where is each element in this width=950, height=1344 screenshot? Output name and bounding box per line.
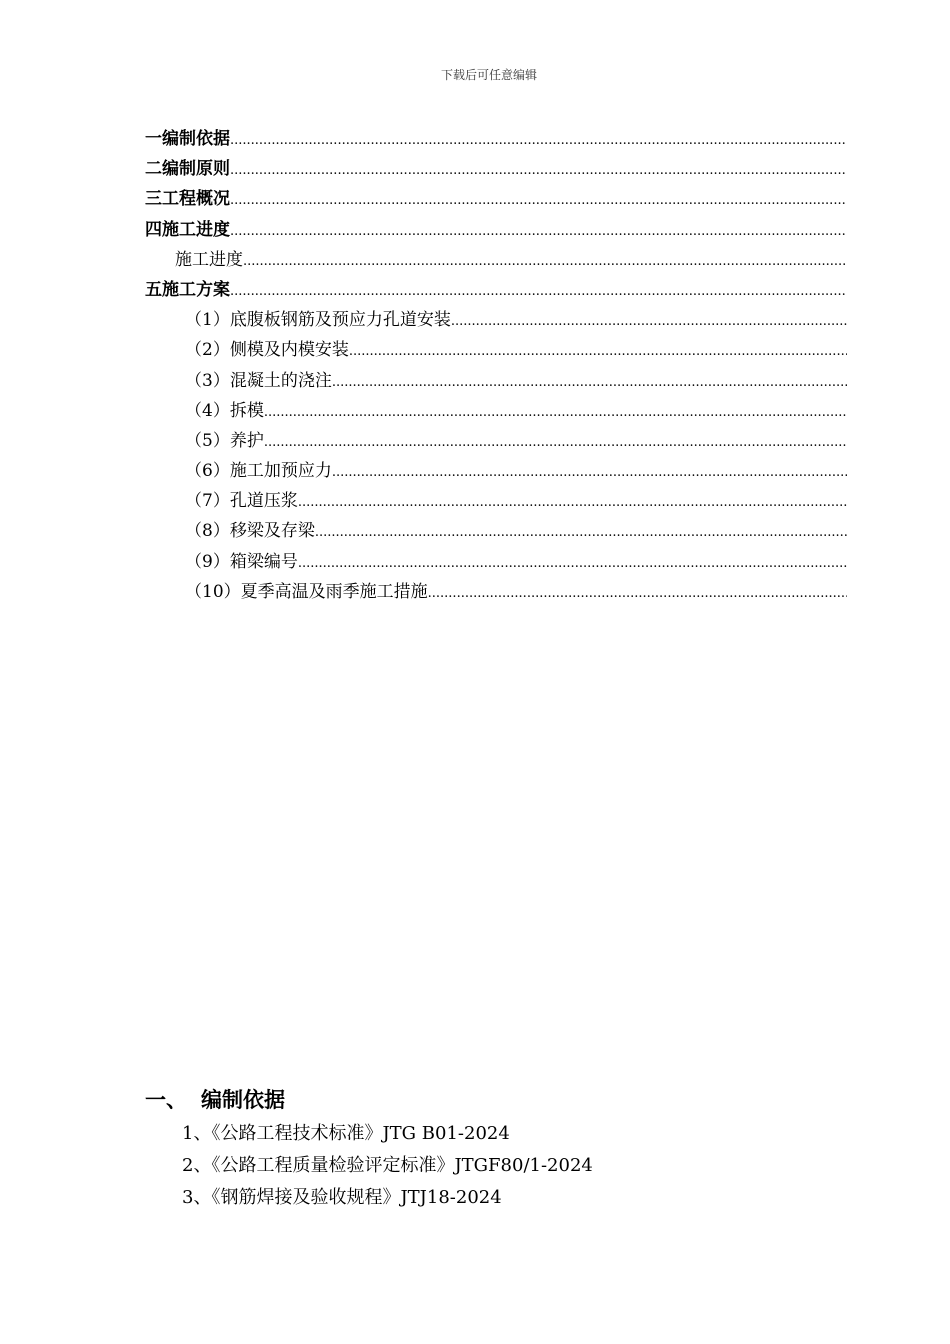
toc-leader-dots	[243, 247, 847, 275]
toc-entry-number: 三	[145, 189, 162, 210]
toc-subentry[interactable]	[145, 335, 847, 365]
toc-subentry[interactable]	[145, 516, 847, 546]
toc-entry-label: 工程概况	[162, 189, 230, 210]
toc-entry-number: 一	[145, 129, 162, 149]
toc-leader-dots	[349, 337, 847, 365]
toc-entry-label: 施工方案	[162, 279, 230, 300]
toc-leader-dots	[264, 398, 847, 426]
toc-leader-dots	[315, 518, 847, 546]
toc-leader-dots	[230, 277, 847, 305]
toc-entry[interactable]	[145, 124, 847, 154]
toc-entry-label: 编制原则	[162, 159, 230, 180]
section-number: 一、	[145, 1088, 187, 1112]
toc-subentry[interactable]	[145, 305, 847, 335]
toc-leader-dots	[230, 186, 847, 214]
toc-leader-dots	[332, 458, 847, 486]
list-item: 1、《公路工程技术标准》JTG B01-2024	[182, 1123, 510, 1144]
toc-leader-dots	[298, 488, 847, 516]
toc-subentry[interactable]	[145, 486, 847, 516]
toc-entry-number: 四	[145, 219, 162, 240]
table-of-contents	[145, 124, 847, 607]
list-item: 2、《公路工程质量检验评定标准》JTGF80/1-2024	[182, 1155, 593, 1176]
reference-list	[182, 1118, 842, 1214]
toc-leader-dots	[264, 428, 847, 456]
toc-subentry[interactable]	[145, 547, 847, 577]
toc-subentry[interactable]	[145, 396, 847, 426]
toc-entry-label: （1）底腹板钢筋及预应力孔道安装	[185, 310, 451, 331]
toc-entry-label: （5）养护	[185, 430, 264, 451]
toc-leader-dots	[298, 549, 847, 577]
page-header-note: 下载后可任意编辑	[440, 68, 537, 82]
toc-entry-number: 二	[145, 159, 162, 180]
toc-leader-dots	[428, 579, 847, 607]
toc-subentry[interactable]	[145, 456, 847, 486]
toc-subentry[interactable]	[145, 366, 847, 396]
toc-entry-label: （8）移梁及存梁	[185, 521, 315, 542]
toc-leader-dots	[230, 126, 847, 154]
list-item: 3、《钢筋焊接及验收规程》JTJ18-2024	[182, 1187, 502, 1208]
toc-entry-label: （4）拆模	[185, 400, 264, 421]
toc-entry[interactable]	[145, 215, 847, 245]
toc-entry-number: 五	[145, 279, 162, 300]
toc-leader-dots	[230, 156, 847, 184]
toc-entry-label: （9）箱梁编号	[185, 551, 298, 572]
toc-entry-label: （3）混凝土的浇注	[185, 370, 332, 391]
toc-entry[interactable]	[145, 154, 847, 184]
toc-leader-dots	[451, 307, 847, 335]
toc-entry-label: 编制依据	[162, 129, 230, 149]
toc-leader-dots	[230, 217, 847, 245]
toc-subentry[interactable]	[145, 426, 847, 456]
toc-subentry[interactable]	[145, 577, 847, 607]
section-title: 编制依据	[201, 1088, 285, 1112]
toc-subentry[interactable]	[145, 245, 847, 275]
toc-entry-label: （6）施工加预应力	[185, 461, 332, 482]
toc-entry-label: 施工进度	[162, 219, 230, 240]
toc-entry[interactable]	[145, 275, 847, 305]
toc-entry-label: （7）孔道压浆	[185, 491, 298, 512]
toc-leader-dots	[332, 368, 847, 396]
toc-entry-label: （2）侧模及内模安装	[185, 340, 349, 361]
toc-entry[interactable]	[145, 184, 847, 214]
toc-entry-label: （10）夏季高温及雨季施工措施	[185, 581, 428, 602]
toc-entry-label: 施工进度	[175, 249, 243, 270]
section-heading	[145, 1084, 285, 1114]
